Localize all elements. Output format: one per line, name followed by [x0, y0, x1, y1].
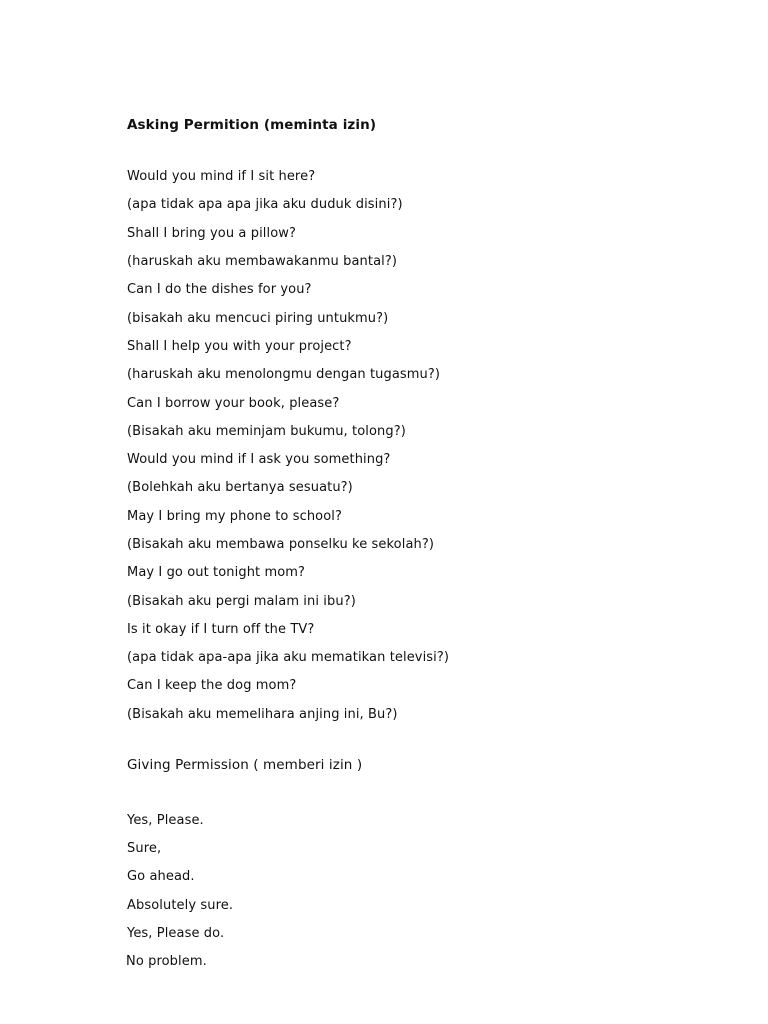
asking-line: Can I borrow your book, please?	[127, 396, 340, 411]
giving-line: Yes, Please.	[127, 813, 204, 828]
asking-line: (Bisakah aku memelihara anjing ini, Bu?)	[127, 707, 398, 722]
asking-line: (haruskah aku menolongmu dengan tugasmu?)	[127, 367, 441, 382]
giving-line: Sure,	[127, 841, 162, 856]
asking-line: Shall I help you with your project?	[127, 339, 352, 354]
asking-line: (Bisakah aku pergi malam ini ibu?)	[127, 594, 356, 609]
asking-line: May I bring my phone to school?	[127, 509, 342, 524]
asking-line: Would you mind if I ask you something?	[127, 452, 391, 467]
asking-line: (bisakah aku mencuci piring untukmu?)	[127, 311, 389, 326]
giving-heading: Giving Permission ( memberi izin )	[127, 757, 363, 773]
asking-line: (apa tidak apa-apa jika aku mematikan televisi?)	[127, 650, 450, 665]
asking-line: (Bisakah aku meminjam bukumu, tolong?)	[127, 424, 406, 439]
asking-line: (apa tidak apa apa jika aku duduk disini?)	[127, 197, 403, 212]
asking-line: (Bisakah aku membawa ponselku ke sekolah?)	[127, 537, 435, 552]
asking-heading: Asking Permition (meminta izin)	[127, 117, 377, 133]
giving-line: Yes, Please do.	[127, 926, 225, 941]
asking-line: Can I keep the dog mom?	[127, 678, 297, 693]
asking-line: (Bolehkah aku bertanya sesuatu?)	[127, 480, 353, 495]
asking-line: May I go out tonight mom?	[127, 565, 306, 580]
asking-line: Would you mind if I sit here?	[127, 169, 316, 184]
asking-line: (haruskah aku membawakanmu bantal?)	[127, 254, 398, 269]
giving-line: Go ahead.	[127, 869, 195, 884]
giving-line: No problem.	[126, 954, 207, 969]
asking-line: Can I do the dishes for you?	[127, 282, 312, 297]
asking-line: Is it okay if I turn off the TV?	[127, 622, 315, 637]
giving-line: Absolutely sure.	[127, 898, 234, 913]
asking-line: Shall I bring you a pillow?	[127, 226, 297, 241]
